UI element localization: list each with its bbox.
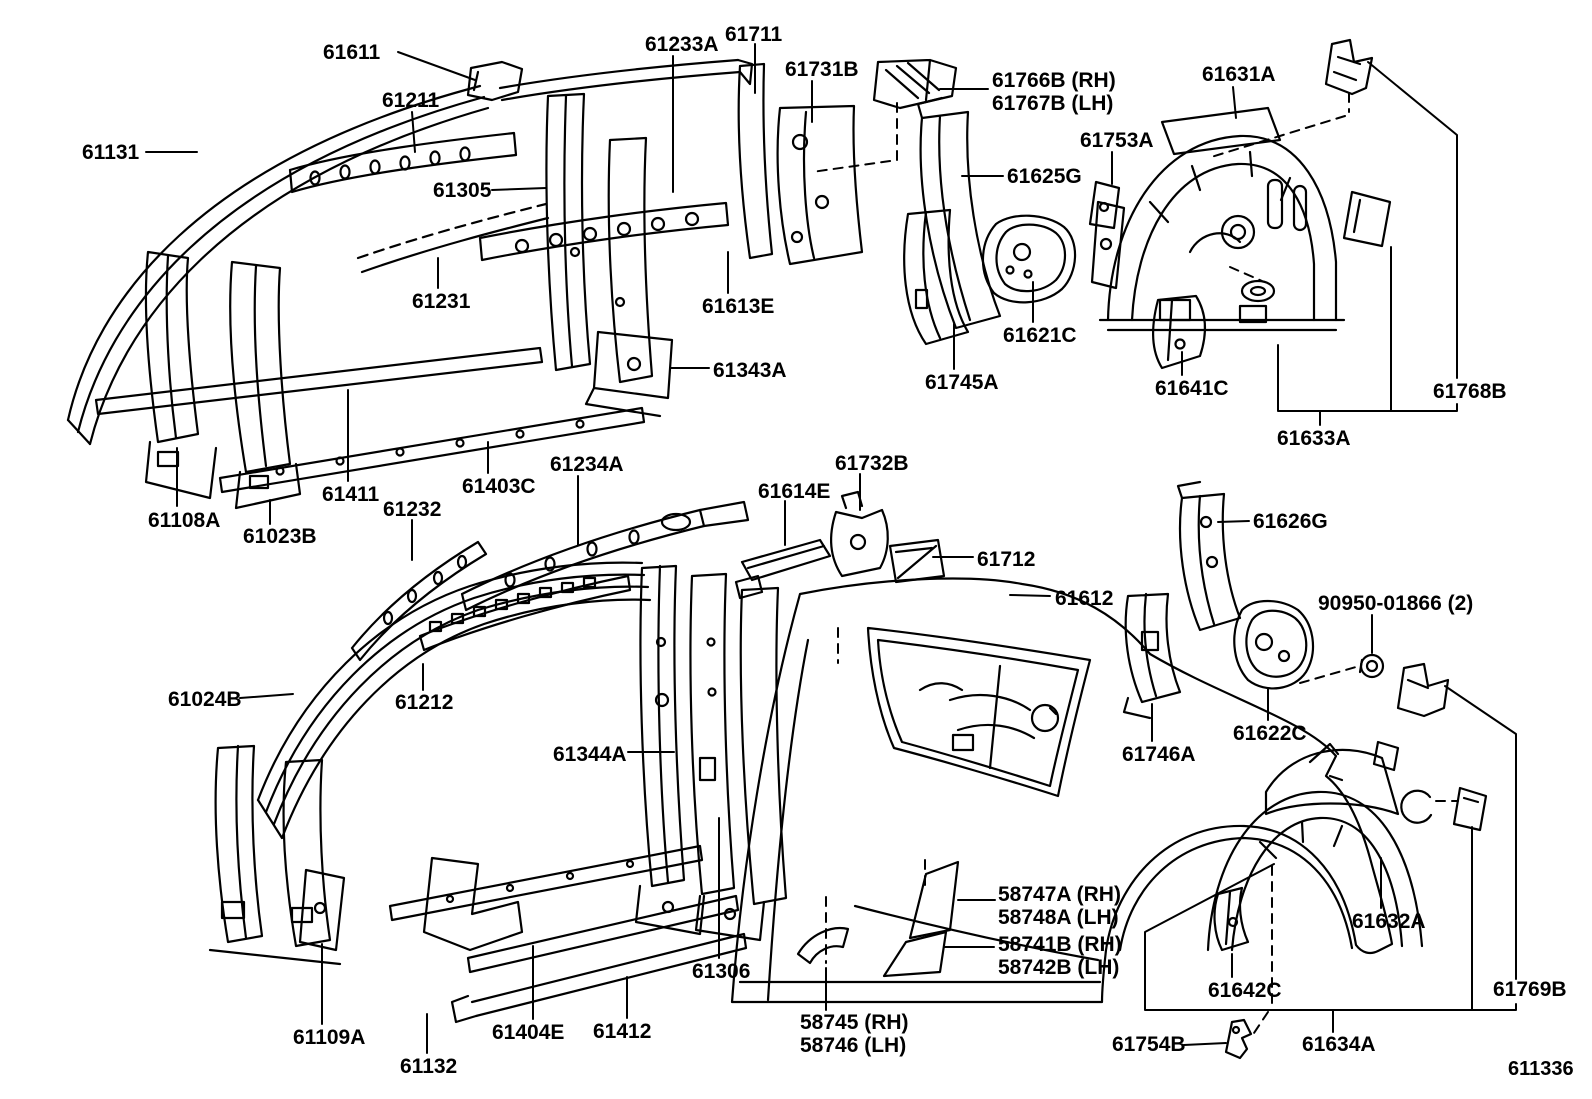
part-61766B-bracket (874, 60, 956, 108)
part-label-61634A: 61634A (1302, 1033, 1376, 1056)
part-label-61768B: 61768B (1433, 380, 1507, 403)
part-label-61753A: 61753A (1080, 129, 1154, 152)
part-label-61343A: 61343A (713, 359, 787, 382)
part-label-61109A: 61109A (293, 1026, 366, 1049)
part-label-61211: 61211 (382, 89, 440, 112)
part-label-61614E: 61614E (758, 480, 831, 503)
part-label-61632A: 61632A (1352, 910, 1426, 933)
part-61754B-clip (1226, 1020, 1251, 1058)
part-label-61132: 61132 (400, 1055, 458, 1078)
part-label-61412: 61412 (593, 1020, 652, 1043)
part-label-61625G: 61625G (1007, 165, 1082, 188)
part-label-61404E: 61404E (492, 1021, 565, 1044)
part-label-61745A: 61745A (925, 371, 999, 394)
part-label-61231: 61231 (412, 290, 471, 313)
part-label-61711: 61711 (725, 23, 783, 46)
part-61626G-pillar (1178, 482, 1240, 630)
part-label-61403C: 61403C (462, 475, 536, 498)
part-label-58746: 58746 (LH) (800, 1034, 907, 1057)
part-label-58741B: 58741B (RH) (998, 933, 1122, 956)
part-body-side-inner-upper (68, 60, 862, 508)
part-label-61305: 61305 (433, 179, 492, 202)
part-61625G-pillar (918, 98, 1000, 328)
part-label-61712: 61712 (977, 548, 1036, 571)
part-label-58747A: 58747A (RH) (998, 883, 1121, 906)
part-label-58742B: 58742B (LH) (998, 956, 1120, 979)
part-label-61754B: 61754B (1112, 1033, 1186, 1056)
part-label-61234A: 61234A (550, 453, 624, 476)
figure-number: 611336 (1508, 1058, 1574, 1080)
part-61622C-gusset (1234, 601, 1313, 688)
part-label-61306: 61306 (692, 960, 751, 983)
part-label-61613E: 61613E (702, 295, 775, 318)
part-label-61344A: 61344A (553, 743, 627, 766)
part-61768B-bracket (1326, 40, 1372, 94)
part-label-90950-01866: 90950-01866 (2) (1318, 592, 1474, 615)
part-label-61626G: 61626G (1253, 510, 1328, 533)
part-label-61633A: 61633A (1277, 427, 1351, 450)
part-61712-panel (890, 540, 944, 582)
part-label-61611: 61611 (323, 41, 381, 64)
part-label-61642C: 61642C (1208, 979, 1282, 1002)
part-label-61411: 61411 (322, 483, 380, 506)
part-label-61622C: 61622C (1233, 722, 1307, 745)
part-body-side-inner-lower (210, 502, 786, 1022)
part-label-61212: 61212 (395, 691, 454, 714)
part-label-61108A: 61108A (148, 509, 221, 532)
part-label-58748A: 58748A (LH) (998, 906, 1119, 929)
part-label-61233A: 61233A (645, 33, 719, 56)
part-label-61732B: 61732B (835, 452, 909, 475)
part-label-61612: 61612 (1055, 587, 1114, 610)
part-label-61769B: 61769B (1493, 978, 1567, 1001)
part-label-61131: 61131 (82, 141, 140, 164)
part-61769B-bracket (1398, 664, 1486, 830)
part-61642C-bracket (1215, 888, 1248, 950)
part-label-61023B: 61023B (243, 525, 317, 548)
part-label-61232: 61232 (383, 498, 442, 521)
part-oval-clip (1242, 281, 1274, 301)
part-label-58745: 58745 (RH) (800, 1011, 909, 1034)
part-label-61621C: 61621C (1003, 324, 1077, 347)
part-side-plate (1344, 192, 1390, 246)
part-label-61766B: 61766B (RH) (992, 69, 1116, 92)
part-label-61746A: 61746A (1122, 743, 1196, 766)
part-58745-protector (798, 928, 848, 963)
part-label-61024B: 61024B (168, 688, 242, 711)
part-61621C-gusset (983, 216, 1075, 303)
part-58741B-protector (884, 932, 946, 976)
part-label-61767B: 61767B (LH) (992, 92, 1114, 115)
dashed-reference-lines (812, 93, 1458, 1036)
part-label-61631A: 61631A (1202, 63, 1276, 86)
part-label-61641C: 61641C (1155, 377, 1229, 400)
part-label-61731B: 61731B (785, 58, 859, 81)
part-90950-nut (1360, 655, 1383, 677)
